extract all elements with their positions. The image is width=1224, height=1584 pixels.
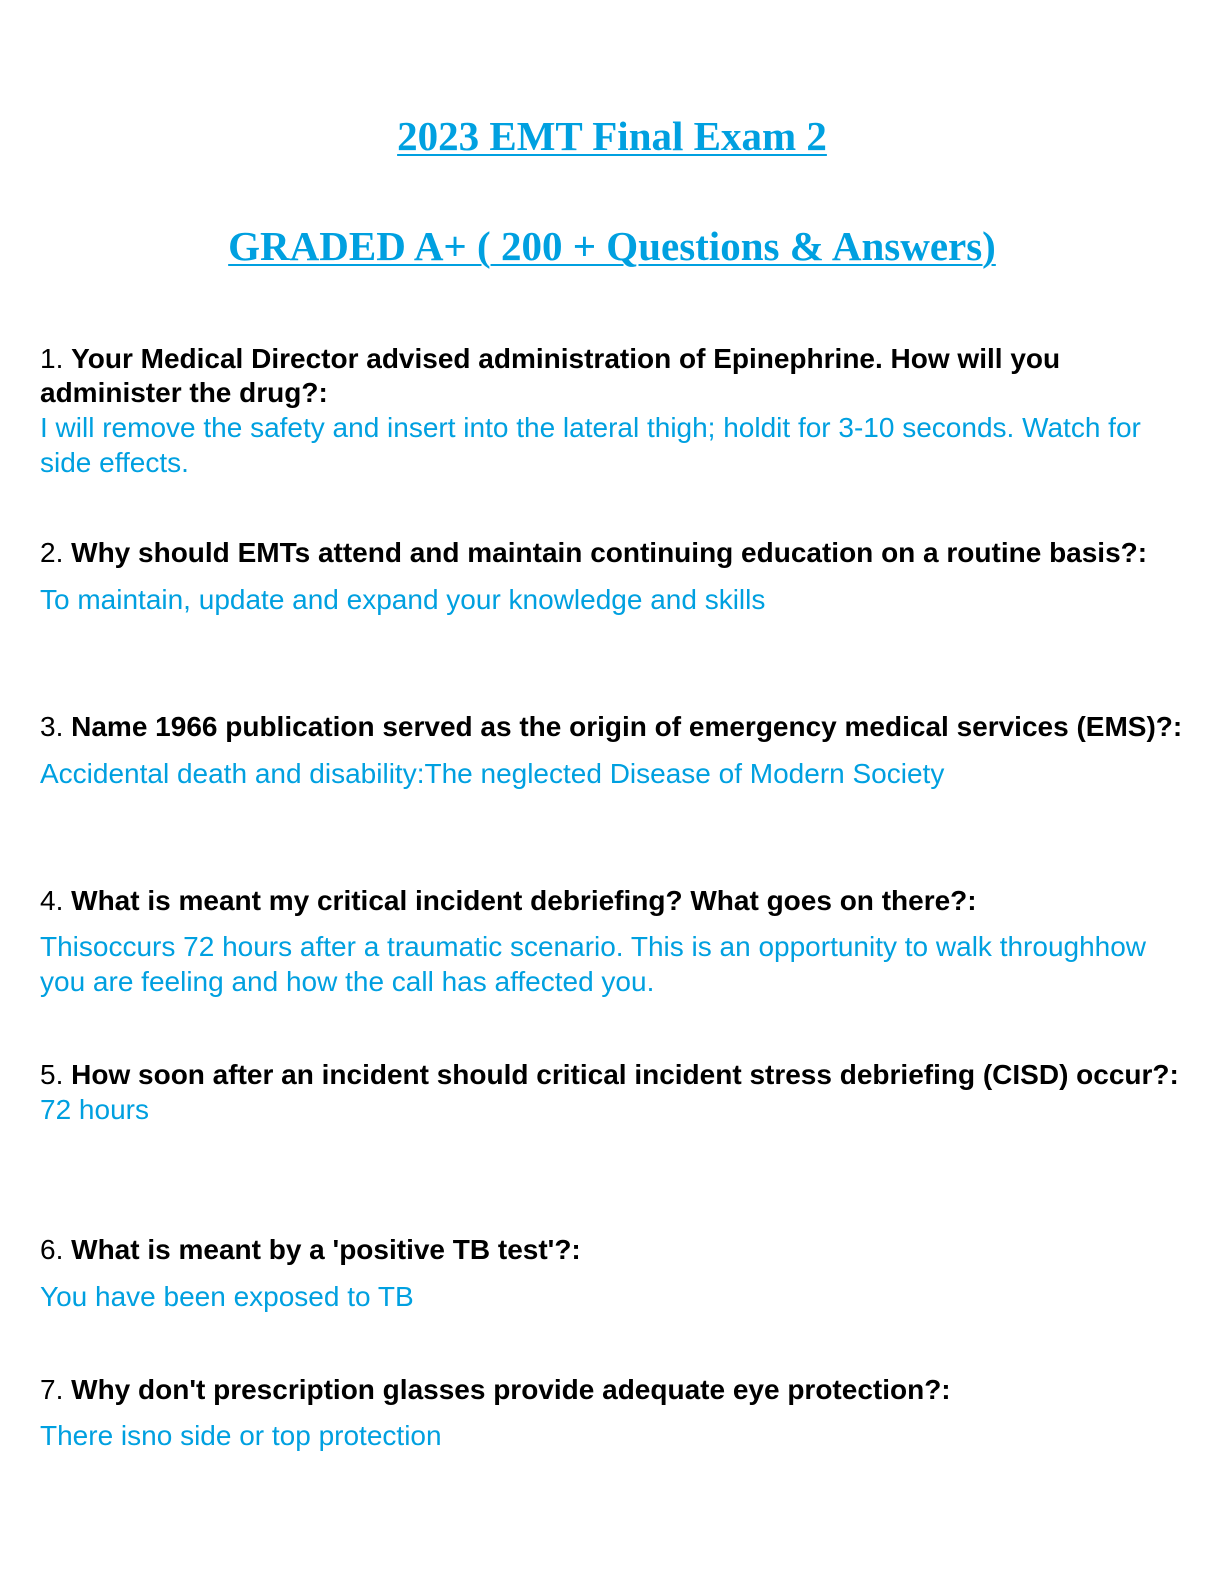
answer-2: To maintain, update and expand your knowledge and skills (40, 584, 766, 615)
qa-item-1 (40, 342, 1190, 480)
question-number: 7. (40, 1374, 64, 1405)
question-text: What is meant my critical incident debriefing? What goes on there?: (71, 885, 977, 916)
document-title: 2023 EMT Final Exam 2 (397, 113, 827, 159)
question-7 (40, 1373, 1190, 1407)
question-2 (40, 536, 1190, 570)
question-text: Your Medical Director advised administration of Epinephrine. How will you administer the drug?: (40, 343, 1061, 408)
qa-item-4 (40, 884, 1190, 999)
answer-5: 72 hours (40, 1094, 149, 1125)
question-text: What is meant by a 'positive TB test'?: (71, 1234, 581, 1265)
question-number: 6. (40, 1234, 64, 1265)
qa-item-5 (40, 1058, 1190, 1127)
question-number: 2. (40, 537, 64, 568)
qa-item-6 (40, 1233, 1190, 1314)
answer-3: Accidental death and disability:The neglected Disease of Modern Society (40, 758, 945, 789)
question-5 (40, 1058, 1190, 1092)
question-text: Why should EMTs attend and maintain continuing education on a routine basis?: (71, 537, 1148, 568)
qa-item-3 (40, 710, 1190, 791)
question-text: Why don't prescription glasses provide adequate eye protection?: (71, 1374, 951, 1405)
qa-item-7 (40, 1373, 1190, 1453)
qa-item-2 (40, 536, 1190, 617)
question-1 (40, 342, 1190, 410)
question-number: 1. (40, 343, 64, 374)
question-4 (40, 884, 1190, 918)
question-number: 4. (40, 885, 64, 916)
question-text: How soon after an incident should critical incident stress debriefing (CISD) occur?: (71, 1059, 1179, 1090)
answer-7: There isno side or top protection (40, 1420, 442, 1451)
question-6 (40, 1233, 1190, 1267)
answer-1: I will remove the safety and insert into the lateral thigh; holdit for 3-10 seconds. Watch for side effects. (40, 412, 1141, 478)
question-text: Name 1966 publication served as the origin of emergency medical services (EMS)?: (71, 711, 1183, 742)
answer-6: You have been exposed to TB (40, 1281, 414, 1312)
question-3 (40, 710, 1190, 744)
document-subtitle: GRADED A+ ( 200 + Questions & Answers) (228, 223, 996, 269)
answer-4: Thisoccurs 72 hours after a traumatic scenario. This is an opportunity to walk throughhow you are feeling and how the call has affected you. (40, 931, 1147, 997)
question-number: 5. (40, 1059, 64, 1090)
question-number: 3. (40, 711, 64, 742)
